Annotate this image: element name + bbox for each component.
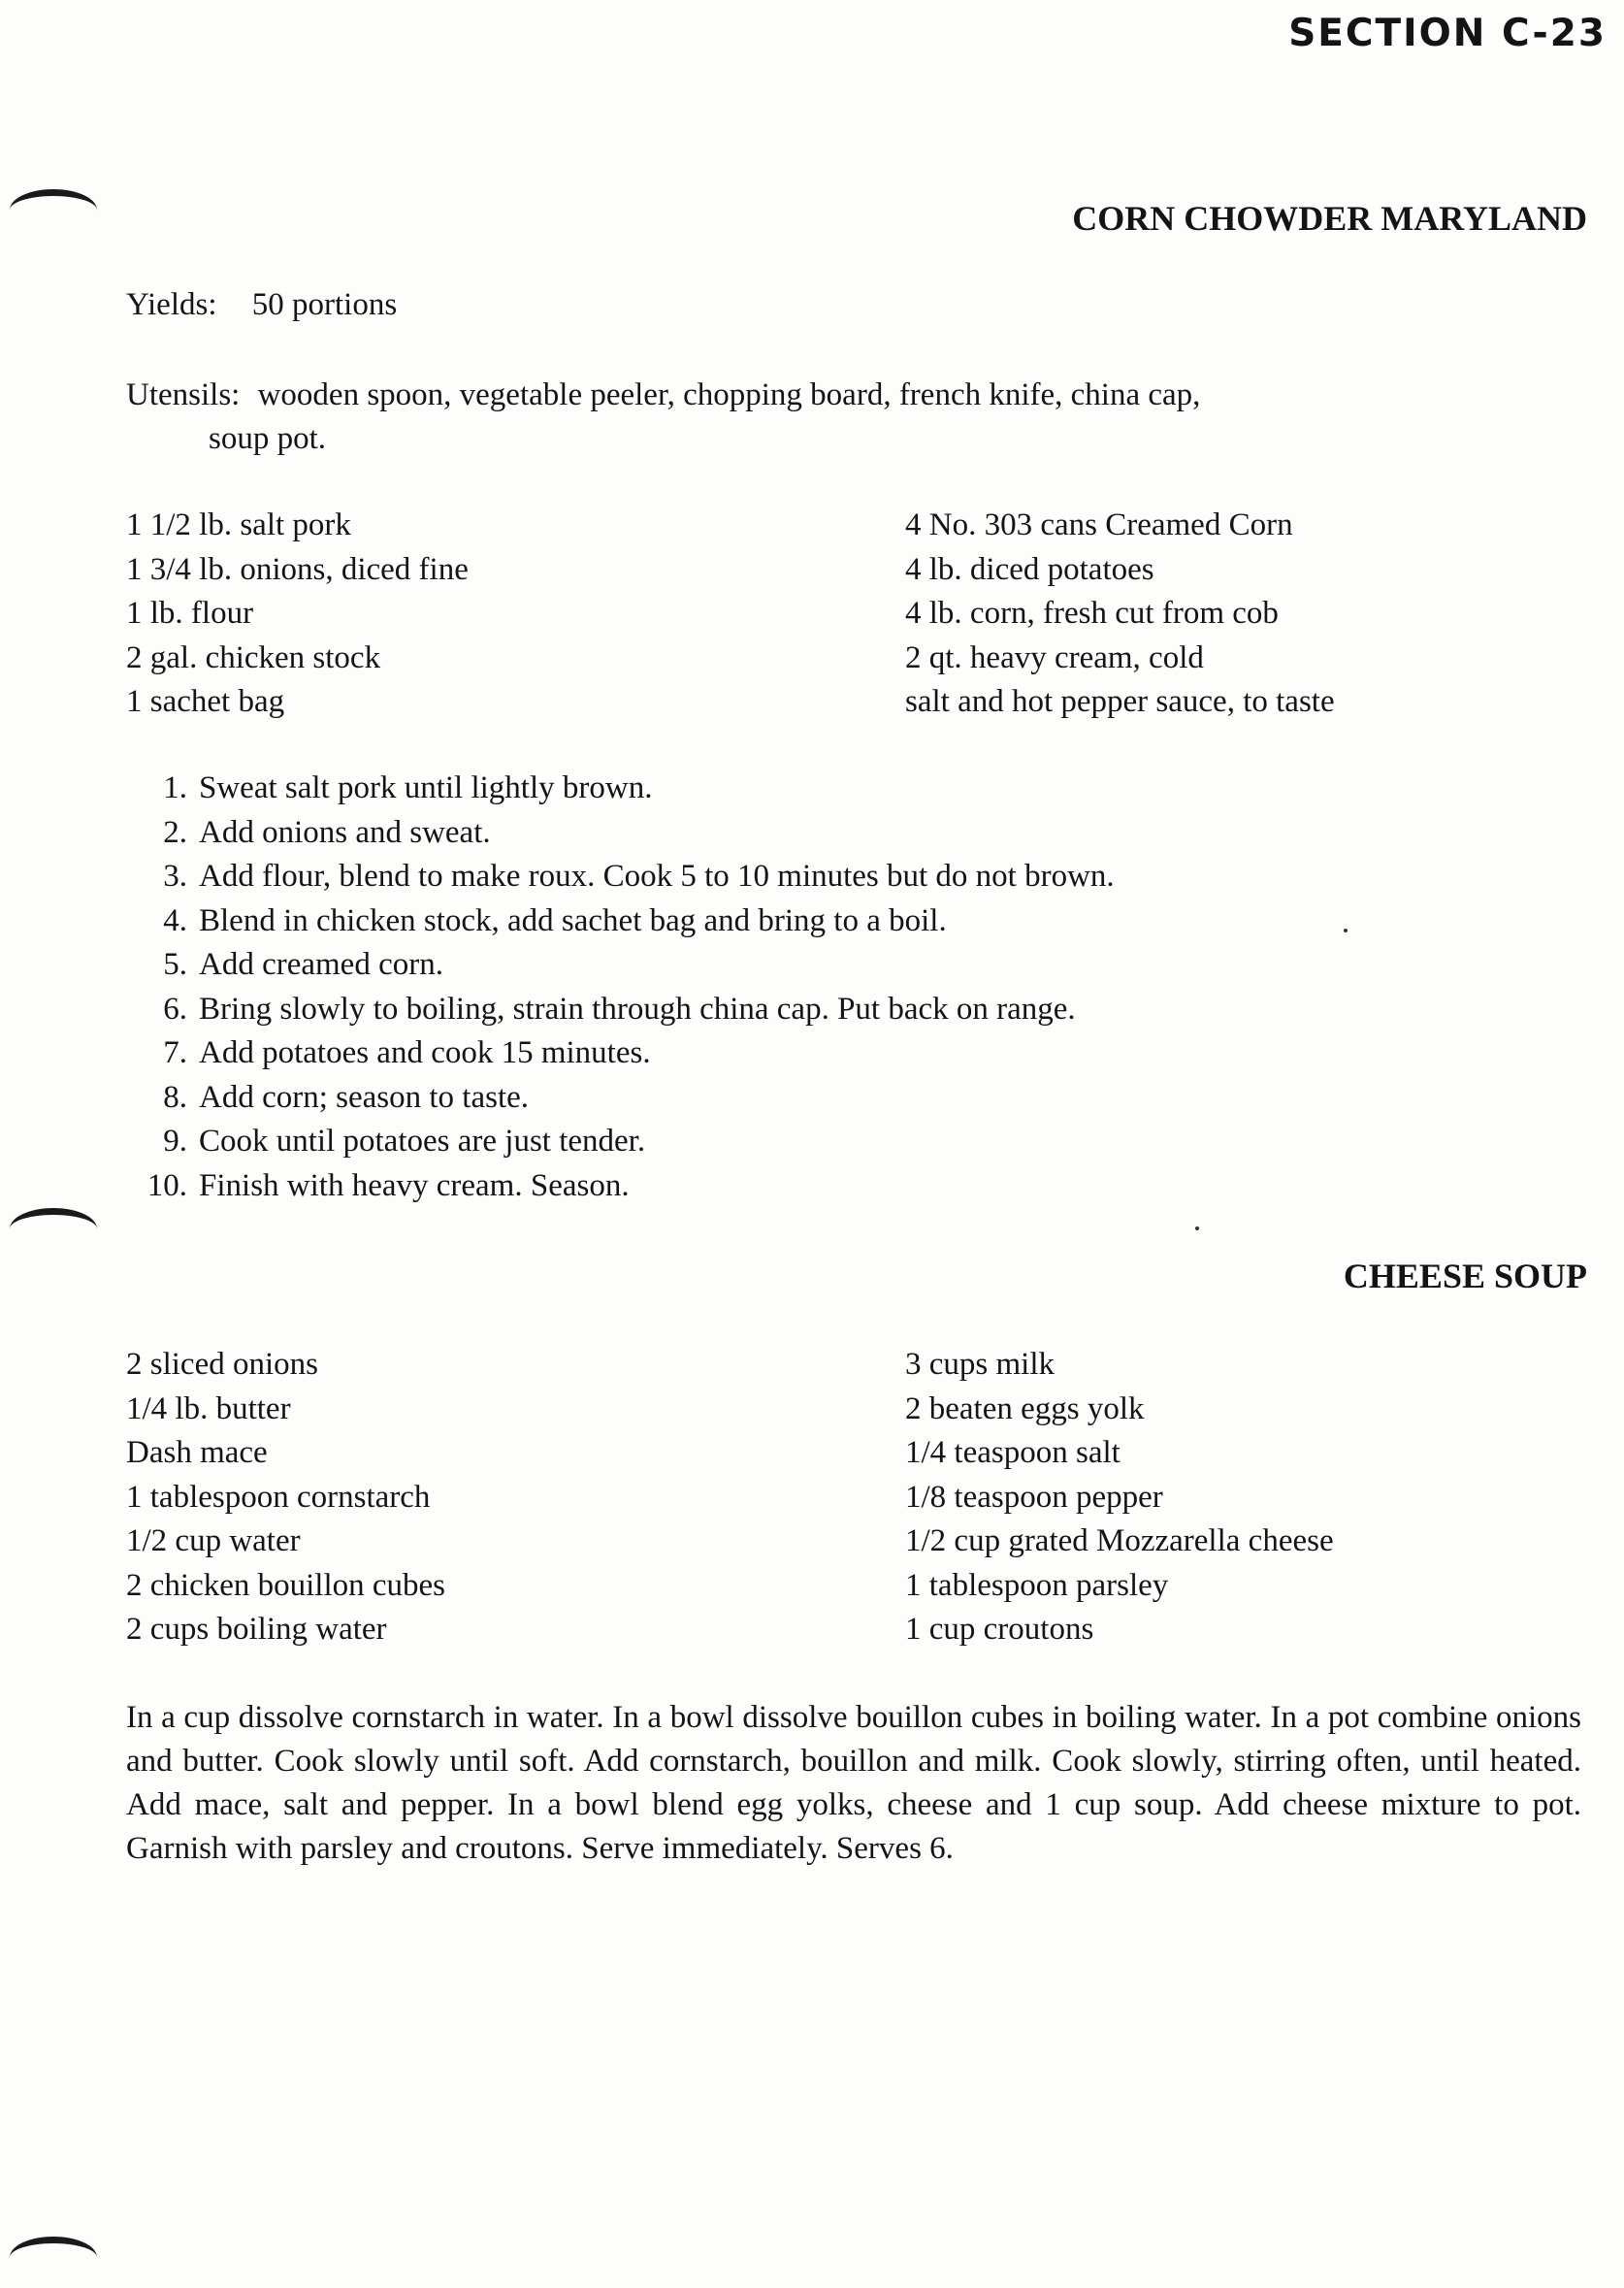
step — [163, 1120, 1115, 1164]
step-number: 1. — [163, 770, 187, 805]
cheese-soup-directions: In a cup dissolve cornstarch in water. In a bowl dissolve bouillon cubes in boiling water. In a pot combine onions and butter. Cook slowly until soft. Add cornstarch, bouillon and milk. Cook slowly, stirring often, until heated. Add mace, salt and pepper. In a bowl blend egg yolks, cheese and 1 cup soup. Add cheese mixture to pot. Garnish with parsley and croutons. Serve immediately. Serves 6. — [126, 1700, 1581, 1866]
speck-mark — [1344, 929, 1348, 932]
ingredient: 1/4 lb. butter — [126, 1390, 291, 1426]
binder-hole-mark — [10, 1208, 97, 1250]
ingredient: 1 1/2 lb. salt pork — [126, 507, 351, 542]
yields-value: 50 portions — [251, 287, 398, 322]
step — [163, 811, 1115, 856]
ingredient: 1 sachet bag — [126, 684, 285, 719]
step-number: 2. — [163, 814, 187, 850]
yields-label: Yields: — [126, 287, 217, 322]
step-text: Finish with heavy cream. Season. — [199, 1167, 630, 1203]
ingredient: 1 lb. flour — [126, 596, 254, 631]
step-number: 4. — [163, 902, 187, 938]
ingredient: salt and hot pepper sauce, to taste — [905, 684, 1335, 719]
step-number: 6. — [163, 991, 187, 1027]
ingredient: Dash mace — [126, 1435, 268, 1470]
step-text: Add creamed corn. — [199, 947, 443, 982]
step-number: 7. — [163, 1035, 187, 1070]
ingredient: 4 lb. corn, fresh cut from cob — [905, 596, 1279, 631]
step-text: Add flour, blend to make roux. Cook 5 to 10 minutes but do not brown. — [199, 859, 1115, 894]
utensils-line — [126, 374, 1200, 417]
ingredient: 1 3/4 lb. onions, diced fine — [126, 551, 469, 587]
ingredient: 3 cups milk — [905, 1347, 1055, 1382]
ingredient: 2 gal. chicken stock — [126, 639, 381, 675]
ingredient: 1/8 teaspoon pepper — [905, 1479, 1163, 1515]
step — [163, 1076, 1115, 1121]
step-text: Blend in chicken stock, add sachet bag and bring to a boil. — [199, 902, 947, 938]
binder-hole-mark — [10, 189, 97, 231]
step-number: 8. — [163, 1079, 187, 1115]
utensils-label: Utensils: — [126, 377, 241, 412]
step-number: 5. — [163, 947, 187, 982]
step-text: Add corn; season to taste. — [199, 1079, 530, 1115]
ingredient: 4 No. 303 cans Creamed Corn — [905, 507, 1293, 542]
section-header: SECTION C-23 — [1288, 12, 1607, 55]
ingredient: 1/2 cup grated Mozzarella cheese — [905, 1523, 1334, 1558]
step — [163, 899, 1115, 944]
ingredient: 1 tablespoon parsley — [905, 1567, 1169, 1603]
cheese-ingredients-right — [905, 1343, 1334, 1652]
binder-hole-mark — [10, 2237, 97, 2278]
ingredient: 2 cups boiling water — [126, 1612, 387, 1647]
ingredient: 2 qt. heavy cream, cold — [905, 639, 1204, 675]
recipe-title-corn-chowder: CORN CHOWDER MARYLAND — [1072, 199, 1587, 238]
step — [163, 767, 1115, 811]
corn-ingredients-left — [126, 504, 469, 725]
utensils-value: wooden spoon, vegetable peeler, chopping board, french knife, china cap, — [257, 377, 1201, 412]
corn-ingredients-right — [905, 504, 1335, 725]
step-number: 9. — [163, 1124, 187, 1159]
yields-line — [126, 283, 397, 327]
ingredient: 2 sliced onions — [126, 1347, 318, 1382]
step-text: Add potatoes and cook 15 minutes. — [199, 1035, 651, 1070]
ingredient: 2 chicken bouillon cubes — [126, 1567, 446, 1603]
step — [163, 855, 1115, 899]
recipe-title-cheese-soup: CHEESE SOUP — [1343, 1257, 1587, 1295]
step — [163, 1031, 1115, 1076]
cheese-ingredients-left — [126, 1343, 445, 1652]
speck-mark — [1195, 1226, 1199, 1230]
step-number: 10. — [146, 1167, 187, 1203]
utensils-continuation: soup pot. — [209, 421, 327, 456]
ingredient: 1 cup croutons — [905, 1612, 1094, 1647]
step-number: 3. — [163, 859, 187, 894]
ingredient: 2 beaten eggs yolk — [905, 1390, 1145, 1426]
ingredient: 1/2 cup water — [126, 1523, 301, 1558]
step-text: Sweat salt pork until lightly brown. — [199, 770, 653, 805]
step — [146, 1164, 1115, 1209]
step-text: Add onions and sweat. — [199, 814, 491, 850]
step-text: Cook until potatoes are just tender. — [199, 1124, 646, 1159]
step — [163, 943, 1115, 988]
ingredient: 1/4 teaspoon salt — [905, 1435, 1121, 1470]
corn-chowder-steps — [146, 767, 1115, 1208]
step — [163, 988, 1115, 1032]
step-text: Bring slowly to boiling, strain through china cap. Put back on range. — [199, 991, 1076, 1027]
ingredient: 1 tablespoon cornstarch — [126, 1479, 431, 1515]
ingredient: 4 lb. diced potatoes — [905, 551, 1154, 587]
